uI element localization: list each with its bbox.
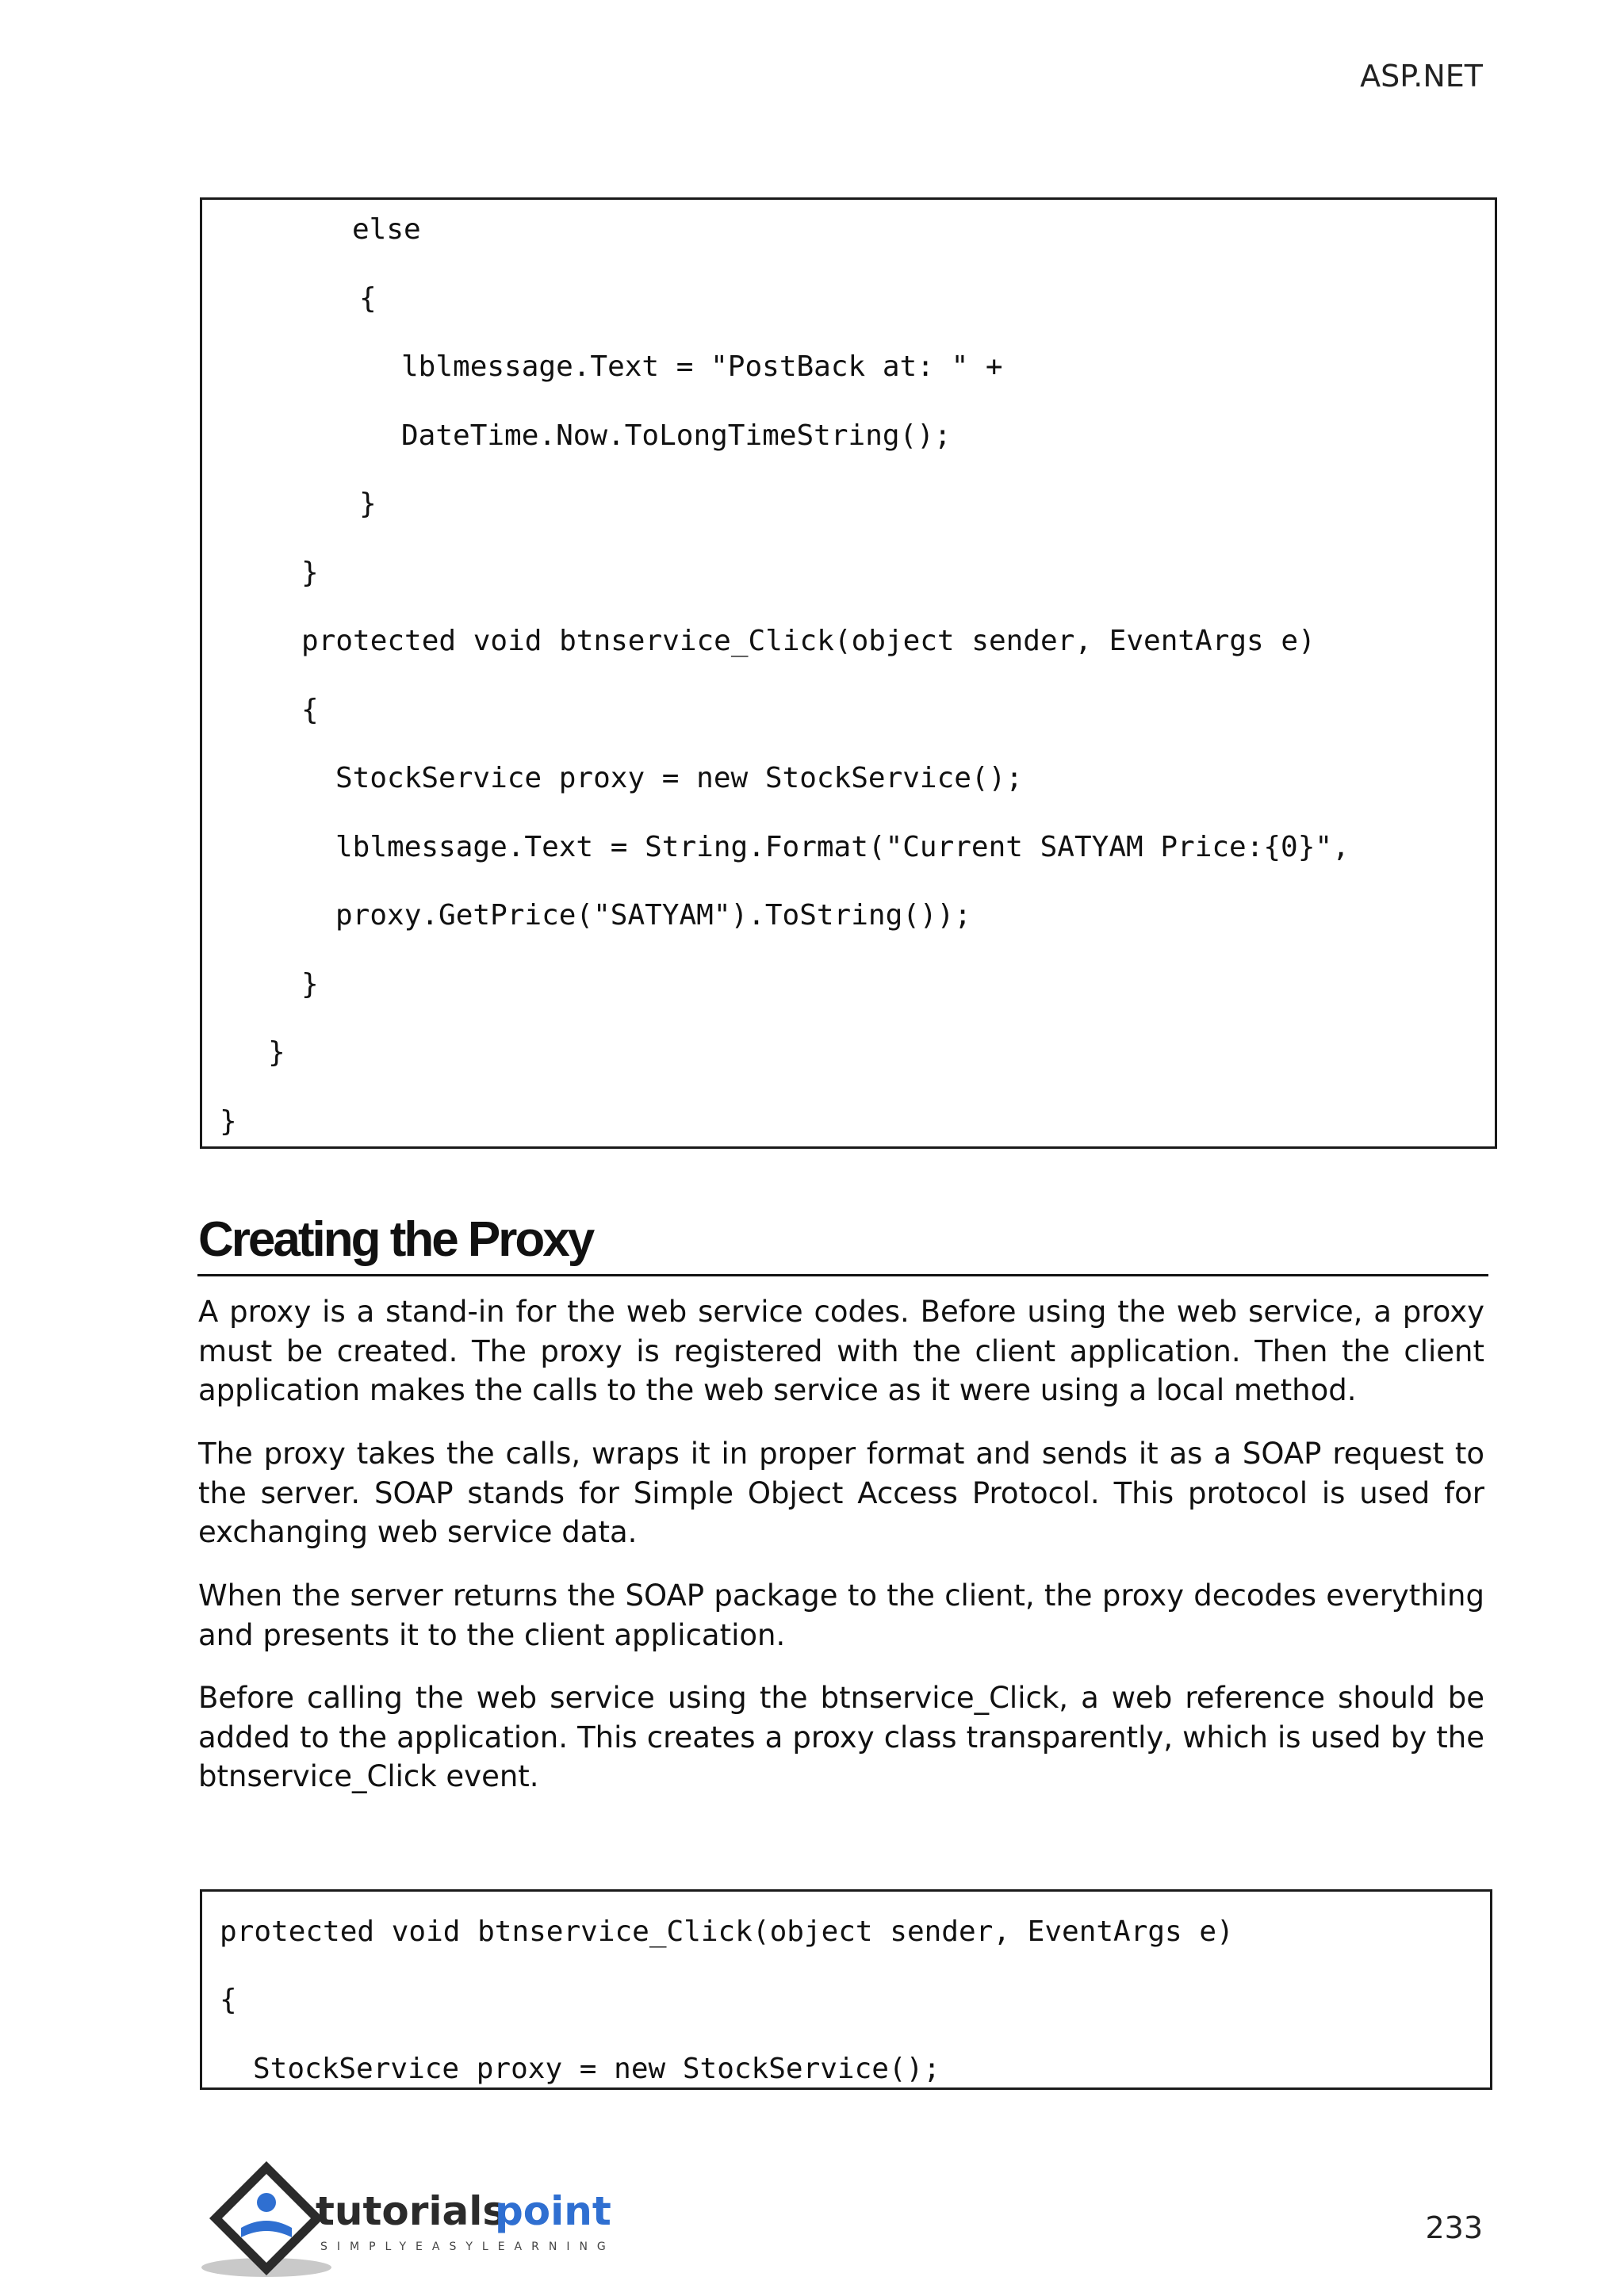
paragraph: A proxy is a stand-in for the web service codes. Before using the web service, a proxy must be created. The proxy is registered with the client application. Then the client application makes the calls to the web service as it were using a local method. bbox=[198, 1295, 1484, 1407]
code-line: DateTime.Now.ToLongTimeString(); bbox=[401, 419, 952, 452]
code-line: { bbox=[301, 694, 319, 726]
code-line: lblmessage.Text = String.Format("Current SATYAM Price:{0}", bbox=[335, 831, 1350, 863]
code-block bbox=[200, 197, 1497, 1149]
title-underline bbox=[197, 1274, 1488, 1276]
code-line: } bbox=[359, 488, 377, 520]
paragraph: Before calling the web service using the btnservice_Click, a web reference should be added to the application. This creates a proxy class transparently, which is used by the btnservice_Click event. bbox=[198, 1681, 1484, 1793]
logo-wordmark-2: point bbox=[495, 2188, 611, 2234]
code-line: proxy.GetPrice("SATYAM").ToString()); bbox=[335, 899, 971, 932]
code-line: } bbox=[301, 968, 319, 1001]
code-line: } bbox=[220, 1105, 237, 1138]
tutorialspoint-logo bbox=[197, 2155, 619, 2282]
code-line: StockService proxy = new StockService(); bbox=[335, 762, 1023, 794]
logo-wordmark-1: tutorials bbox=[316, 2188, 507, 2234]
code-line: protected void btnservice_Click(object sender, EventArgs e) bbox=[220, 1915, 1234, 1948]
code-line: { bbox=[359, 282, 377, 315]
code-line: } bbox=[268, 1036, 285, 1069]
code-line: else bbox=[352, 213, 421, 246]
code-line: } bbox=[301, 557, 319, 589]
code-block bbox=[200, 1889, 1492, 2090]
code-line: { bbox=[220, 1984, 237, 2016]
code-line: protected void btnservice_Click(object sender, EventArgs e) bbox=[301, 625, 1316, 657]
paragraph: The proxy takes the calls, wraps it in proper format and sends it as a SOAP request to the server. SOAP stands for Simple Object Access Protocol. This protocol is used for exchanging web service data. bbox=[198, 1437, 1484, 1549]
code-line: StockService proxy = new StockService(); bbox=[253, 2053, 940, 2085]
logo-diamond-inner bbox=[222, 2174, 311, 2263]
person-icon bbox=[257, 2193, 276, 2212]
code-line: lblmessage.Text = "PostBack at: " + bbox=[401, 350, 1003, 383]
page-number: 233 bbox=[1425, 2210, 1483, 2245]
paragraph: When the server returns the SOAP package to the client, the proxy decodes everything and presents it to the client application. bbox=[198, 1578, 1484, 1652]
section-title: Creating the Proxy bbox=[198, 1212, 593, 1267]
logo-tagline: SIMPLYEASYLEARNING bbox=[320, 2241, 615, 2253]
running-header: ASP.NET bbox=[1360, 59, 1483, 94]
